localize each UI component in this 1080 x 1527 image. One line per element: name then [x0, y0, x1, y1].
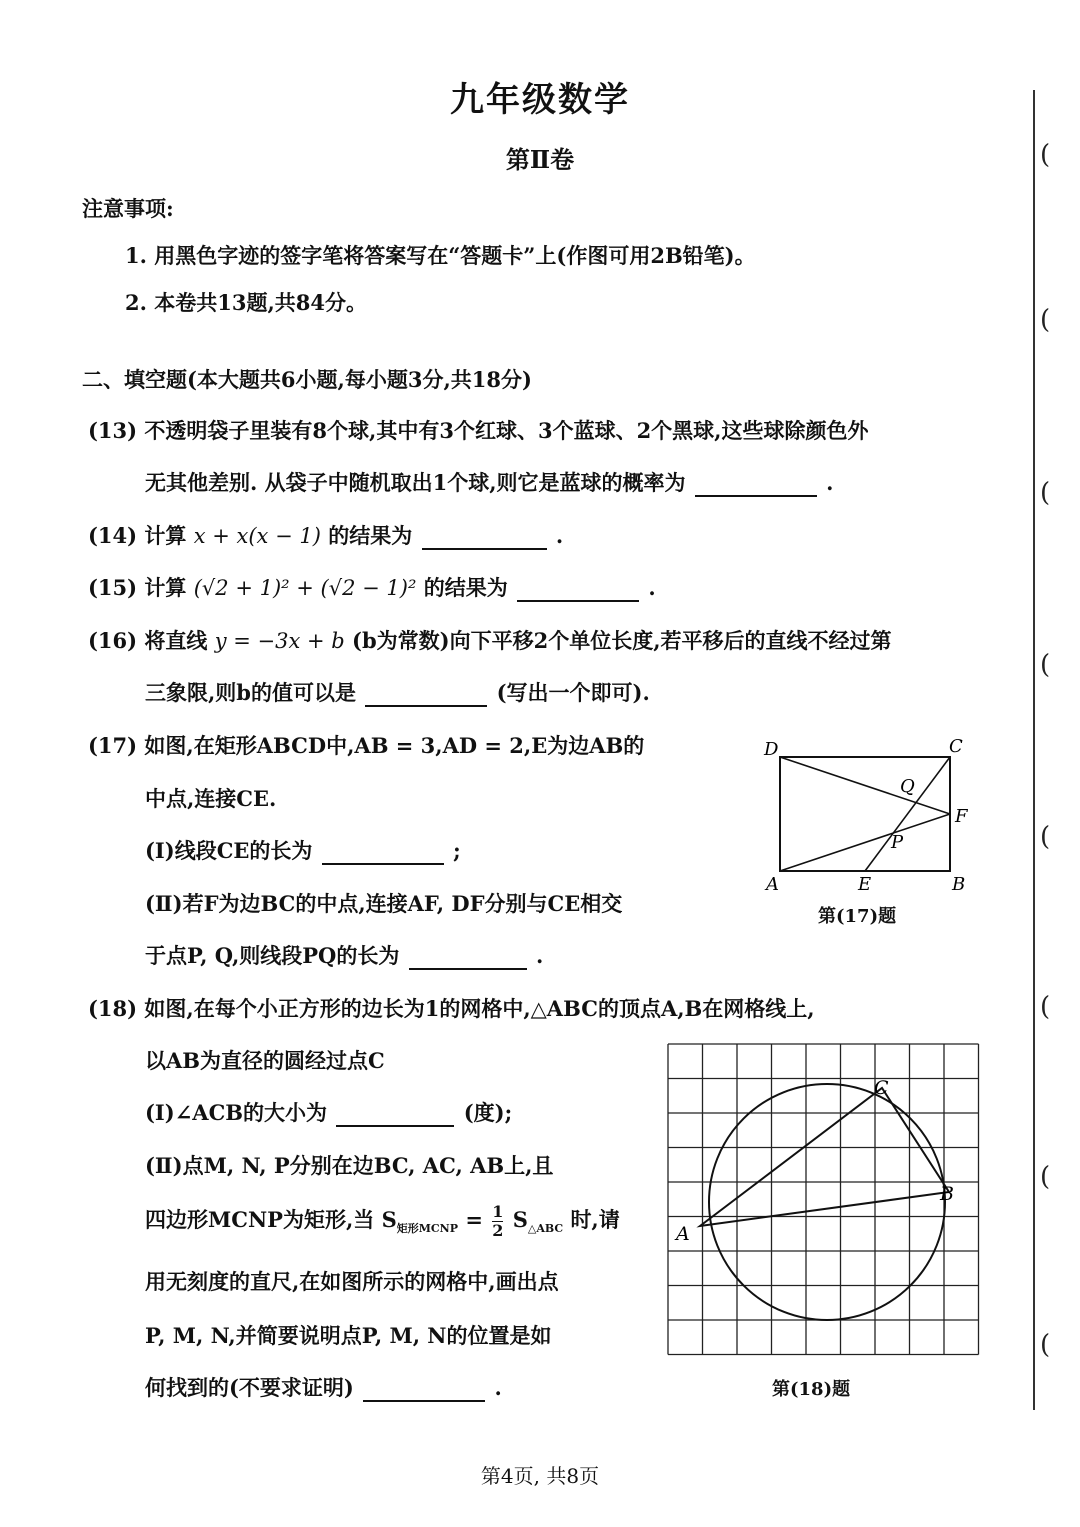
question-number: (15)	[88, 575, 138, 600]
question-text: 将直线	[144, 628, 208, 653]
period: .	[555, 523, 564, 548]
question-13-line-2	[145, 467, 833, 497]
question-text: 不透明袋子里装有8个球,其中有3个红球、3个蓝球、2个黑球,这些球除颜色外	[144, 418, 869, 443]
label-q: Q	[900, 776, 915, 797]
label-a: A	[676, 1223, 690, 1245]
fraction-denominator: 2	[492, 1221, 504, 1240]
binding-hole-mark: (	[1040, 140, 1051, 170]
question-number: (13)	[88, 418, 138, 443]
question-18-line-2: 以AB为直径的圆经过点C	[145, 1048, 385, 1073]
label-a: A	[766, 874, 779, 895]
figure-18-caption: 第(18)题	[772, 1379, 851, 1400]
period: .	[494, 1375, 502, 1400]
question-16-line-2	[145, 677, 650, 707]
segment-af	[780, 814, 950, 871]
label-d: D	[764, 739, 779, 760]
question-number: (16)	[88, 628, 138, 653]
subscript: 矩形MCNP	[396, 1222, 458, 1236]
binding-hole-mark: (	[1040, 1162, 1051, 1192]
question-text: 的结果为	[328, 523, 413, 548]
question-number: (14)	[88, 523, 138, 548]
question-text: (Ⅰ)线段CE的长为	[145, 838, 313, 863]
label-b: B	[940, 1183, 954, 1205]
rectangle-abcd	[780, 757, 950, 871]
question-text: 三象限,则b的值可以是	[145, 680, 356, 705]
binding-hole-mark: (	[1040, 305, 1051, 335]
question-13-line-1	[88, 415, 869, 445]
area-symbol: S	[512, 1207, 528, 1232]
question-18-part-2-line-5	[145, 1372, 502, 1402]
page-footer: 第4页, 共8页	[480, 1464, 600, 1488]
period: .	[648, 575, 656, 600]
question-17-part-2-line-2	[145, 940, 543, 970]
question-text: 于点P, Q,则线段PQ的长为	[145, 943, 400, 968]
question-text: 如图,在矩形ABCD中,AB = 3,AD = 2,E为边AB的	[144, 733, 645, 758]
binding-hole-mark: (	[1040, 478, 1051, 508]
answer-blank[interactable]	[409, 946, 527, 970]
question-text: 计算	[144, 575, 187, 600]
label-b: B	[952, 874, 966, 895]
math-expression: x + x(x − 1)	[193, 524, 321, 548]
answer-blank[interactable]	[695, 473, 817, 497]
notice-heading: 注意事项:	[82, 196, 174, 221]
question-text: 如图,在每个小正方形的边长为1的网格中,△ABC的顶点A,B在网格线上,	[144, 996, 815, 1021]
period: .	[535, 943, 544, 968]
page-title: 九年级数学	[450, 80, 630, 120]
answer-blank[interactable]	[322, 841, 444, 865]
question-number: (18)	[88, 996, 138, 1021]
answer-blank[interactable]	[363, 1378, 485, 1402]
question-18-part-1	[145, 1097, 512, 1127]
question-text: 的结果为	[423, 575, 508, 600]
label-c: C	[949, 736, 963, 757]
question-18-part-2-line-2	[145, 1203, 620, 1240]
question-text: 时,请	[570, 1207, 620, 1232]
label-f: F	[955, 806, 968, 827]
label-e: E	[858, 874, 872, 895]
question-17-line-2: 中点,连接CE.	[145, 786, 277, 811]
question-14	[88, 520, 563, 550]
question-text: 计算	[144, 523, 187, 548]
binding-hole-mark: (	[1040, 650, 1051, 680]
period: .	[826, 470, 834, 495]
label-c: C	[874, 1077, 889, 1099]
semicolon: ;	[453, 838, 461, 863]
binding-hole-mark: (	[1040, 822, 1051, 852]
question-16-line-1	[88, 625, 892, 655]
figure-18-grid-diagram	[664, 1040, 984, 1366]
answer-blank[interactable]	[517, 578, 639, 602]
question-17-line-1	[88, 730, 644, 760]
volume-label: 第Ⅱ卷	[505, 145, 575, 174]
question-15	[88, 572, 656, 602]
question-17-part-1	[145, 835, 461, 865]
question-text: (度);	[463, 1100, 513, 1125]
segment-ce	[865, 757, 950, 871]
question-18-part-2-line-3: 用无刻度的直尺,在如图所示的网格中,画出点	[145, 1269, 559, 1294]
notice-item-1: 1. 用黑色字迹的签字笔将答案写在“答题卡”上(作图可用2B铅笔)。	[125, 243, 756, 268]
question-text: 四边形MCNP为矩形,当 S	[145, 1207, 397, 1232]
label-p: P	[891, 832, 904, 853]
question-18-line-1	[88, 993, 815, 1023]
binding-hole-mark: (	[1040, 1330, 1051, 1360]
math-expression: y = −3x + b	[214, 629, 345, 653]
equals: =	[465, 1207, 483, 1232]
answer-blank[interactable]	[365, 683, 487, 707]
question-text: (写出一个即可).	[496, 680, 650, 705]
question-text: 何找到的(不要求证明)	[145, 1375, 354, 1400]
question-text: (Ⅰ)∠ACB的大小为	[145, 1100, 328, 1125]
fraction-numerator: 1	[492, 1202, 504, 1221]
question-17-part-2-line-1: (Ⅱ)若F为边BC的中点,连接AF, DF分别与CE相交	[145, 891, 623, 916]
answer-blank[interactable]	[422, 526, 547, 550]
question-18-part-2-line-1: (Ⅱ)点M, N, P分别在边BC, AC, AB上,且	[145, 1153, 554, 1178]
question-18-part-2-line-4: P, M, N,并简要说明点P, M, N的位置是如	[145, 1323, 552, 1348]
subscript: △ABC	[527, 1222, 564, 1236]
question-text: (b为常数)向下平移2个单位长度,若平移后的直线不经过第	[352, 628, 892, 653]
segment-df	[780, 757, 950, 814]
figure-17-caption: 第(17)题	[818, 906, 897, 927]
grid-lines	[668, 1044, 979, 1355]
question-text: 无其他差别. 从袋子中随机取出1个球,则它是蓝球的概率为	[145, 470, 686, 495]
figure-17-diagram	[760, 730, 990, 900]
section-heading: 二、填空题(本大题共6小题,每小题3分,共18分)	[82, 367, 532, 392]
answer-blank[interactable]	[336, 1103, 454, 1127]
math-expression: (√2 + 1)² + (√2 − 1)²	[193, 576, 417, 600]
notice-item-2: 2. 本卷共13题,共84分。	[125, 290, 367, 315]
question-number: (17)	[88, 733, 138, 758]
binding-margin-line	[1033, 90, 1035, 1410]
fraction-one-half	[492, 1203, 503, 1240]
binding-hole-mark: (	[1040, 992, 1051, 1022]
